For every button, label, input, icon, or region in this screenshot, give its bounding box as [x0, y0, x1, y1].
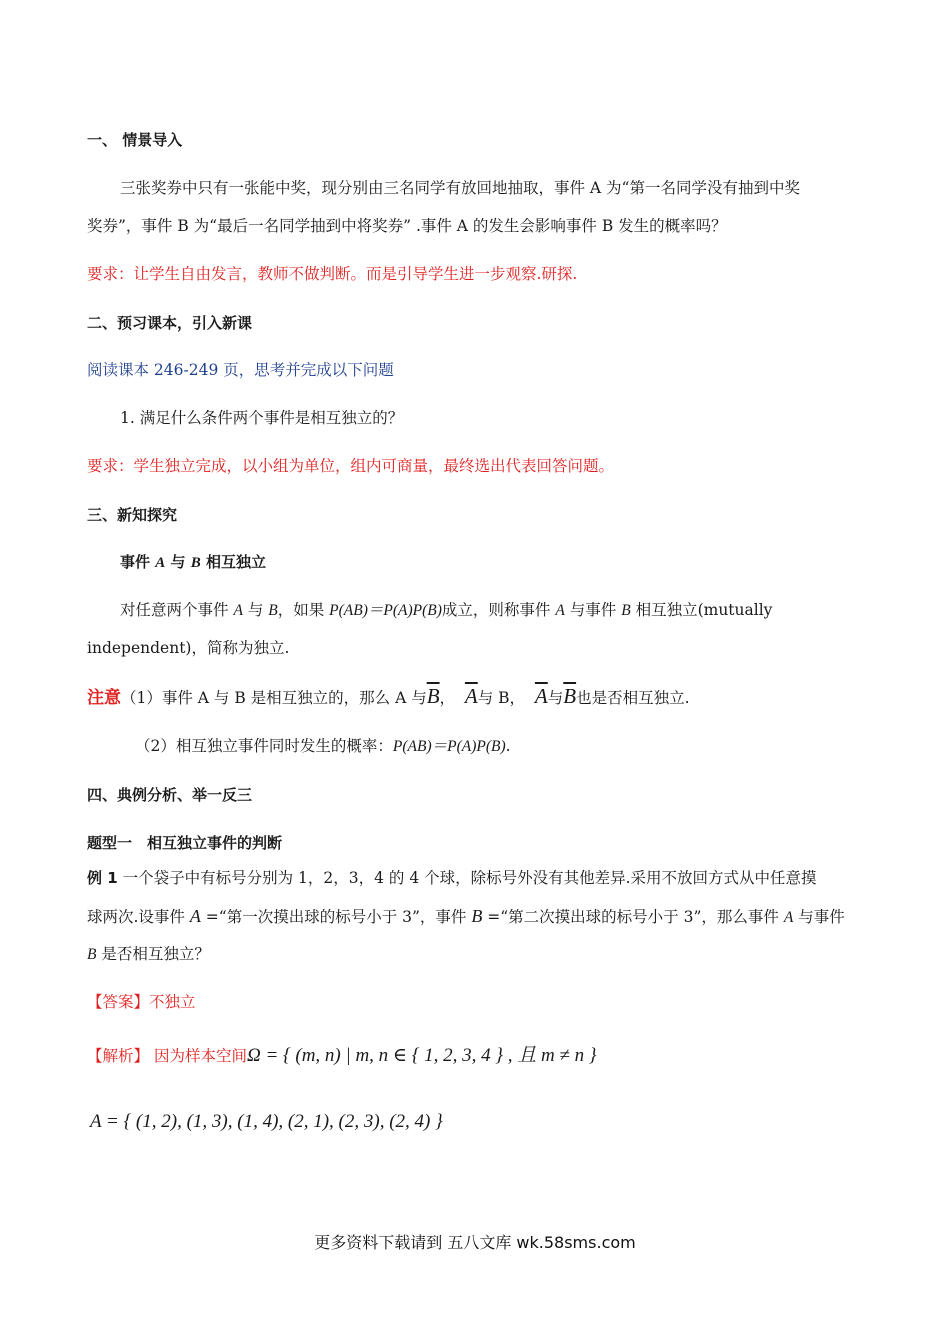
set-a-formula: A = { (1, 2), (1, 3), (1, 4), (2, 1), (2, 3), (2, 4) }	[90, 1111, 443, 1132]
text-part: =“第二次摸出球的标号小于 3”，那么事件	[482, 908, 784, 926]
math-B: B	[190, 555, 201, 571]
note-label: 注意	[87, 688, 121, 708]
set-a-line	[90, 1112, 443, 1132]
math-B-bar: $\overline{B}$	[426, 684, 440, 708]
definition-line2: independent)，简称为独立.	[87, 639, 290, 657]
section1-paragraph-line1: 三张奖券中只有一张能中奖，现分别由三名同学有放回地抽取，事件 A 为“第一名同学没有抽到中奖	[120, 179, 800, 197]
math-B: B	[87, 946, 97, 963]
text-part: ，	[439, 689, 456, 707]
definition-line1	[120, 600, 772, 621]
text-part: 成立，则称事件	[441, 601, 556, 619]
text-part: .	[505, 737, 511, 755]
formula: P(AB)＝P(A)P(B)	[392, 738, 506, 755]
text-part: 与	[242, 601, 269, 619]
text-part: ，如果	[277, 601, 330, 619]
math-B: B	[621, 602, 631, 619]
math-A: A	[555, 602, 565, 619]
answer-label: 【答案】	[87, 993, 150, 1011]
example-line3	[87, 944, 210, 965]
formula: P(AB)＝P(A)P(B)	[329, 602, 442, 619]
math-A: A	[189, 906, 201, 926]
text-part: 也是否相互独立.	[576, 689, 690, 707]
subheading-part: 与	[165, 553, 191, 571]
text-part: =“第一次摸出球的标号小于 3”，事件	[200, 908, 472, 926]
section2-heading: 二、预习课本，引入新课	[87, 314, 253, 332]
section1-requirement: 要求：让学生自由发言，教师不做判断。而是引导学生进一步观察.研探.	[87, 265, 578, 283]
section2-requirement: 要求：学生独立完成，以小组为单位，组内可商量，最终选出代表回答问题。	[87, 457, 615, 475]
math-A: A	[233, 602, 243, 619]
sample-space-formula: Ω = { (m, n) | m, n ∈ { 1, 2, 3, 4 } , 且 m ≠ n }	[246, 1045, 597, 1066]
section1-heading: 一、 情景导入	[87, 131, 183, 149]
math-B: B	[268, 602, 278, 619]
math-A: A	[155, 555, 166, 571]
text-part: 是否相互独立？	[96, 945, 210, 963]
math-B-bar: $\overline{B}$	[563, 684, 577, 708]
section3-heading: 三、新知探究	[87, 506, 178, 524]
analysis-line	[87, 1046, 596, 1066]
text-part: 对任意两个事件	[120, 601, 234, 619]
text-part: 一个袋子中有标号分别为 1，2，3，4 的 4 个球，除标号外没有其他差异.采用不放回方式从中任意摸	[117, 869, 817, 887]
section2-reading: 阅读课本 246-249 页，思考并完成以下问题	[87, 361, 394, 379]
problem-type-title: 题型一 相互独立事件的判断	[87, 834, 283, 852]
text-part: 与事件	[793, 908, 845, 926]
section4-heading: 四、典例分析、举一反三	[87, 786, 253, 804]
note-line1	[87, 686, 690, 708]
math-A: A	[783, 909, 794, 926]
example-label: 例 1	[87, 869, 118, 887]
text-part: 球两次.设事件	[87, 908, 190, 926]
footer-link[interactable]: 更多资料下载请到 五八文库 wk.58sms.com	[314, 1233, 636, 1252]
analysis-text: 因为样本空间	[149, 1047, 247, 1065]
example-line2	[87, 906, 845, 928]
math-A-bar: $\overline{A}$	[534, 684, 548, 708]
note-line2	[135, 736, 511, 757]
math-B: B	[471, 906, 483, 926]
text-part: 与	[547, 689, 564, 707]
analysis-label: 【解析】	[87, 1047, 150, 1065]
subheading-part: 相互独立	[200, 553, 266, 571]
section1-paragraph-line2: 奖券”，事件 B 为“最后一名同学抽到中将奖券” .事件 A 的发生会影响事件 B 发生的概率吗？	[87, 217, 727, 235]
answer-line	[87, 992, 196, 1012]
text-part: （2）相互独立事件同时发生的概率：	[135, 737, 393, 755]
text-part: （1）事件 A 与 B 是相互独立的，那么 A 与	[121, 689, 427, 707]
example-line1	[87, 868, 817, 888]
subheading-part: 事件	[120, 553, 156, 571]
math-A-bar: $\overline{A}$	[464, 684, 478, 708]
text-part: 相互独立(mutually	[630, 601, 773, 619]
section2-question: 1. 满足什么条件两个事件是相互独立的？	[120, 409, 404, 427]
answer-text: 不独立	[149, 993, 196, 1011]
section3-subheading	[120, 552, 266, 573]
text-part: 与 B，	[477, 689, 526, 707]
text-part: 与事件	[564, 601, 622, 619]
